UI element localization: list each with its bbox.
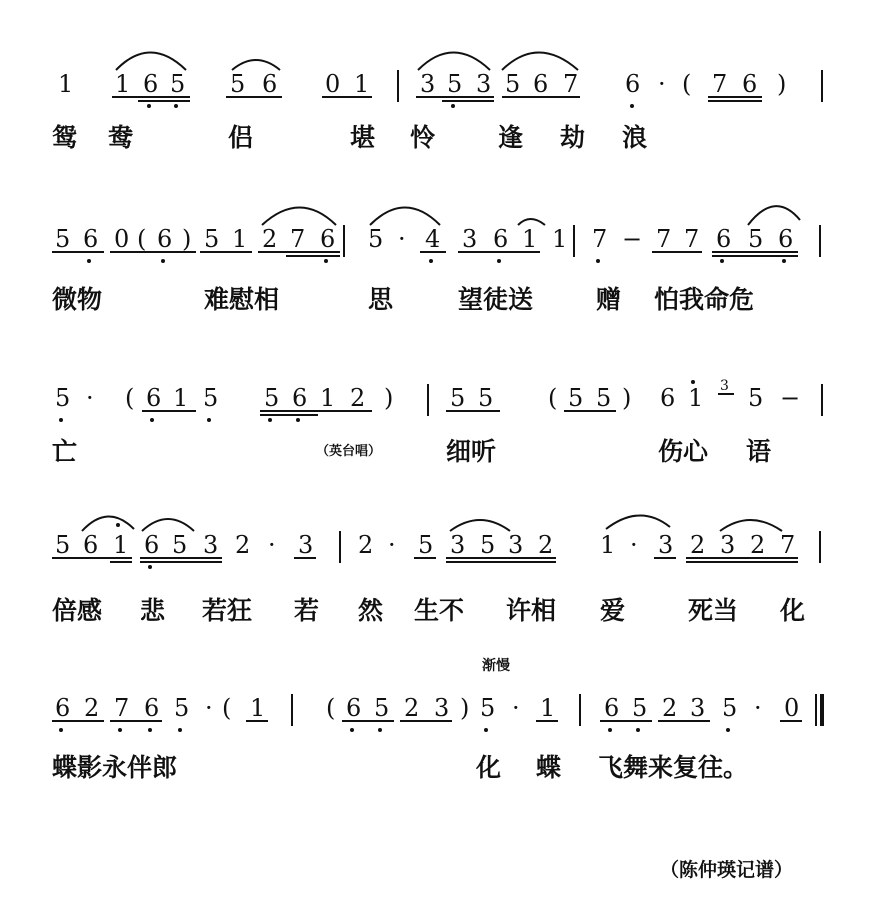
svg-text:5: 5 [204,225,220,253]
svg-text:5: 5 [55,225,71,253]
svg-text:): ) [384,384,394,412]
lyric: 怕我命危 [654,285,755,314]
lyric: 细听 [446,437,497,466]
svg-text:3: 3 [658,531,674,559]
svg-text:3: 3 [462,225,478,253]
svg-text:): ) [622,384,632,412]
svg-text:6: 6 [144,531,160,559]
svg-text:5: 5 [480,531,496,559]
svg-text:5: 5 [230,70,246,98]
svg-text:6: 6 [83,531,99,559]
svg-text:6: 6 [262,70,278,98]
svg-text:7: 7 [712,70,728,98]
lyric: 化 [476,753,502,782]
svg-text:5: 5 [505,70,521,98]
tempo-mark: 渐慢 [482,658,510,674]
svg-text:0: 0 [325,70,341,98]
svg-text:5: 5 [203,384,219,412]
score-row-1 [0,40,872,190]
svg-text:·: · [268,531,276,559]
svg-text:(: ( [548,384,558,412]
svg-text:): ) [777,70,787,98]
svg-text:7: 7 [684,225,700,253]
svg-text:5: 5 [447,70,463,98]
lyric: 逢 [498,123,524,152]
svg-text:·: · [630,531,638,559]
svg-text:3: 3 [434,694,450,722]
svg-text:5: 5 [264,384,280,412]
svg-text:3: 3 [720,531,736,559]
lyric: 若狂 [202,596,253,625]
svg-text:3: 3 [690,694,706,722]
lyrics-line-3 [0,432,872,472]
svg-text:5: 5 [368,225,384,253]
lyric: 思 [368,285,394,314]
svg-text:1: 1 [232,225,248,253]
svg-text:7: 7 [114,694,130,722]
svg-text:3: 3 [420,70,436,98]
svg-text:5: 5 [722,694,738,722]
lyric: 亡 [52,437,78,466]
svg-text:6: 6 [660,384,676,412]
svg-text:1: 1 [320,384,336,412]
svg-text:·: · [754,694,762,722]
svg-text:2: 2 [358,531,374,559]
svg-text:5: 5 [632,694,648,722]
svg-text:3: 3 [476,70,492,98]
svg-text:): ) [460,694,470,722]
lyric: 生不 [414,596,465,625]
svg-text:·: · [86,384,94,412]
svg-text:6: 6 [320,225,336,253]
svg-text:−: − [780,384,801,412]
svg-text:7: 7 [592,225,608,253]
svg-text:1: 1 [113,531,129,559]
svg-text:1: 1 [522,225,538,253]
svg-text:(: ( [222,694,232,722]
singer-aside: （英台唱） [316,444,382,459]
lyric: 化 [780,596,806,625]
svg-text:1: 1 [354,70,370,98]
svg-text:·: · [205,694,213,722]
lyric: 劫 [560,123,586,152]
svg-text:6: 6 [55,694,71,722]
svg-text:7: 7 [563,70,579,98]
notation-line-5 [0,668,872,738]
svg-text:3: 3 [508,531,524,559]
lyric: 难慰相 [204,285,280,314]
svg-text:5: 5 [478,384,494,412]
svg-text:2: 2 [750,531,766,559]
lyric: 死当 [688,596,739,625]
notation-line-1 [0,40,872,110]
lyric: 倍感 [52,596,103,625]
svg-text:·: · [398,225,406,253]
lyric: 伤心 [658,437,709,466]
transcriber-credit: （陈仲瑛记谱） [660,859,794,881]
svg-text:1: 1 [600,531,616,559]
svg-text:2: 2 [662,694,678,722]
lyric: 望徒送 [458,285,534,314]
lyric: 赠 [596,285,622,314]
score-row-4 [0,505,872,655]
lyrics-line-4 [0,591,872,631]
svg-text:6: 6 [778,225,794,253]
svg-text:(: ( [682,70,692,98]
lyric: 侣 [228,123,254,152]
svg-text:6: 6 [143,70,159,98]
svg-text:5: 5 [596,384,612,412]
svg-text:4: 4 [425,225,441,253]
svg-text:6: 6 [144,694,160,722]
svg-text:5: 5 [374,694,390,722]
svg-text:5: 5 [55,384,71,412]
svg-text:6: 6 [533,70,549,98]
svg-text:5: 5 [480,694,496,722]
svg-text:2: 2 [84,694,100,722]
svg-text:1: 1 [540,694,556,722]
lyric: 悲 [140,596,166,625]
svg-text:(: ( [326,694,336,722]
svg-text:6: 6 [493,225,509,253]
svg-text:1: 1 [173,384,189,412]
svg-text:1: 1 [115,70,131,98]
svg-text:0: 0 [114,225,130,253]
svg-text:(: ( [125,384,135,412]
svg-text:7: 7 [780,531,796,559]
lyrics-line-1 [0,118,872,158]
svg-text:6: 6 [157,225,173,253]
svg-text:5: 5 [450,384,466,412]
score-row-3 [0,360,872,510]
svg-text:6: 6 [742,70,758,98]
lyric: 许相 [506,596,557,625]
lyric: 鸳 [52,123,78,152]
svg-text:(: ( [137,225,147,253]
score-row-2 [0,195,872,345]
svg-text:0: 0 [784,694,800,722]
svg-text:−: − [622,225,643,253]
svg-text:6: 6 [346,694,362,722]
lyric: 蝶 [536,753,562,782]
svg-text:2: 2 [350,384,366,412]
svg-text:6: 6 [625,70,641,98]
svg-text:2: 2 [235,531,251,559]
svg-text:5: 5 [748,384,764,412]
lyric: 怜 [410,123,436,152]
svg-text:6: 6 [146,384,162,412]
lyric: 然 [358,596,384,625]
svg-text:3: 3 [720,378,729,394]
lyrics-line-2 [0,280,872,320]
svg-text:2: 2 [690,531,706,559]
svg-text:·: · [512,694,520,722]
svg-text:1: 1 [552,225,568,253]
score-row-5 [0,668,872,818]
lyric: 鸯 [108,123,134,152]
lyric: 微物 [52,285,103,314]
svg-text:2: 2 [262,225,278,253]
svg-text:3: 3 [298,531,314,559]
svg-text:): ) [182,225,192,253]
notation-line-3 [0,360,872,430]
svg-text:7: 7 [656,225,672,253]
svg-text:2: 2 [404,694,420,722]
notation-line-2 [0,195,872,265]
svg-text:5: 5 [418,531,434,559]
svg-text:5: 5 [748,225,764,253]
lyrics-line-5 [0,748,872,788]
svg-text:5: 5 [55,531,71,559]
svg-text:3: 3 [450,531,466,559]
svg-text:·: · [388,531,396,559]
svg-text:3: 3 [203,531,219,559]
svg-text:1: 1 [250,694,266,722]
lyric: 飞舞来复往。 [598,753,749,782]
lyric: 若 [294,596,320,625]
lyric: 浪 [622,123,648,152]
svg-text:1: 1 [688,384,704,412]
notation-line-4 [0,505,872,575]
svg-text:6: 6 [604,694,620,722]
svg-text:5: 5 [174,694,190,722]
lyric: 蝶影永伴郎 [52,753,178,782]
svg-text:5: 5 [170,70,186,98]
svg-text:2: 2 [538,531,554,559]
lyric: 语 [746,437,772,466]
lyric: 爱 [600,596,626,625]
svg-text:1: 1 [58,70,74,98]
svg-text:·: · [658,70,666,98]
lyric: 堪 [350,123,376,152]
svg-text:7: 7 [290,225,306,253]
svg-text:6: 6 [292,384,308,412]
svg-text:6: 6 [83,225,99,253]
svg-text:5: 5 [172,531,188,559]
svg-text:6: 6 [716,225,732,253]
notation-row-1-text [0,0,1,1]
svg-text:5: 5 [568,384,584,412]
